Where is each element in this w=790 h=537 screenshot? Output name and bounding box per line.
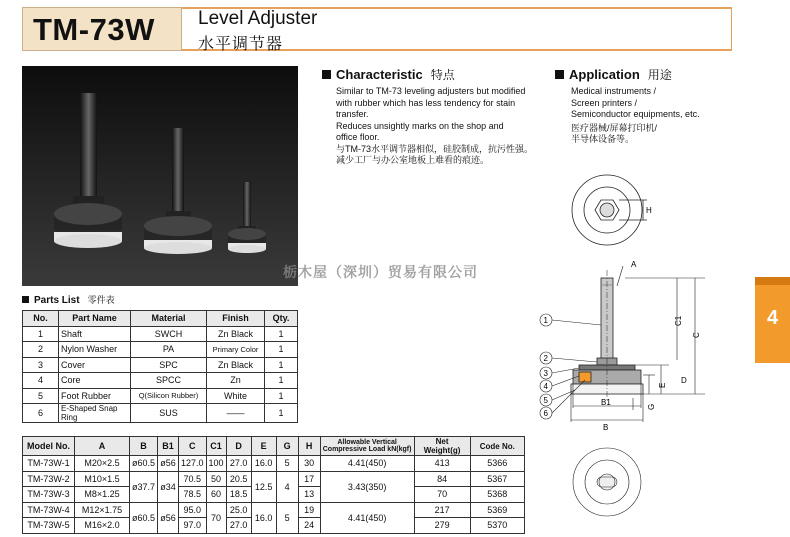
company-watermark: 栃木屋（深圳）贸易有限公司 <box>283 265 478 281</box>
application-heading: Application 用途 <box>555 66 672 83</box>
parts-col-material: Material <box>131 311 207 327</box>
dim-label-g: G <box>647 403 656 410</box>
table-row: 3 Cover SPC Zn Black 1 <box>23 357 298 373</box>
application-text: Medical instruments / Screen printers / Semiconductor equipments, etc. 医疗器械/屏幕打印机/ 半导体设备等。 <box>571 86 700 144</box>
dim-label-h: H <box>646 206 652 215</box>
dim-label-d: D <box>681 376 687 385</box>
title-english: Level Adjuster <box>198 8 318 29</box>
table-row: TM-73W-4 M12×1.75 ø60.5 ø56 95.0 70 25.0 16.0 5 19 4.41(450) 217 5369 <box>23 502 525 518</box>
parts-col-qty: Qty. <box>265 311 298 327</box>
table-row: 1 Shaft SWCH Zn Black 1 <box>23 326 298 342</box>
dim-label-a: A <box>631 260 637 269</box>
dims-col-a: A <box>75 437 130 456</box>
dims-col-b1: B1 <box>158 437 179 456</box>
callout-1: 1 <box>543 316 548 325</box>
table-row: 5 Foot Rubber Q(Silicon Rubber) White 1 <box>23 388 298 404</box>
callout-6: 6 <box>543 409 548 418</box>
dims-col-g: G <box>276 437 298 456</box>
callout-4: 4 <box>543 382 548 391</box>
technical-drawing <box>535 170 750 535</box>
dim-label-e: E <box>658 382 667 388</box>
table-row: TM-73W-2 M10×1.5 ø37.7 ø34 70.5 50 20.5 12.5 4 17 3.43(350) 84 5367 <box>23 471 525 487</box>
table-row: TM-73W-3 M8×1.25 78.5 60 18.5 13 70 5368 <box>23 487 525 503</box>
dims-col-load: Allowable Vertical Compressive Load kN(kgf) <box>320 437 414 456</box>
dims-col-model: Model No. <box>23 437 75 456</box>
callout-5: 5 <box>543 396 548 405</box>
dims-col-c1: C1 <box>206 437 226 456</box>
table-row: 4 Core SPCC Zn 1 <box>23 373 298 389</box>
title-chinese: 水平调节器 <box>198 36 284 53</box>
section-cut <box>579 372 591 382</box>
characteristic-heading: Characteristic 特点 <box>322 66 455 83</box>
table-row: TM-73W-5 M16×2.0 97.0 27.0 24 279 5370 <box>23 518 525 534</box>
product-photo <box>22 66 298 286</box>
parts-list-heading: Parts List 零件表 <box>22 293 115 306</box>
characteristic-text: Similar to TM-73 leveling adjusters but modified with rubber which has less tendency for stain transfer. Reduces unsightly marks on the shop and office floor. 与TM-73水平调节器相似，硅胶制成，抗污性强。 减少工厂与办公室地板上难看的痕迹。 <box>336 86 534 165</box>
callout-2: 2 <box>543 354 548 363</box>
table-row: 6 E-Shaped Snap Ring SUS —— 1 <box>23 404 298 423</box>
dim-label-b: B <box>603 423 609 432</box>
model-number: TM-73W <box>22 7 182 51</box>
callout-3: 3 <box>543 369 548 378</box>
table-row: 2 Nylon Washer PA Primary Color 1 <box>23 342 298 358</box>
dims-col-c: C <box>179 437 207 456</box>
dims-col-e: E <box>251 437 276 456</box>
dims-col-h: H <box>298 437 320 456</box>
table-row: TM-73W-1 M20×2.5 ø60.5 ø56 127.0 100 27.0 16.0 5 30 4.41(450) 413 5366 <box>23 456 525 472</box>
dims-col-weight: Net Weight(g) <box>414 437 470 456</box>
dims-col-code: Code No. <box>470 437 524 456</box>
dim-label-c1: C1 <box>674 315 683 326</box>
dimensions-table <box>22 436 525 534</box>
parts-col-name: Part Name <box>59 311 131 327</box>
parts-col-no: No. <box>23 311 59 327</box>
dim-label-b1: B1 <box>601 398 611 407</box>
parts-table <box>22 310 298 423</box>
parts-col-finish: Finish <box>207 311 265 327</box>
dims-col-b: B <box>130 437 158 456</box>
section-tab[interactable]: 4 <box>755 277 790 363</box>
dim-label-c: C <box>692 332 701 338</box>
dims-col-d: D <box>226 437 251 456</box>
